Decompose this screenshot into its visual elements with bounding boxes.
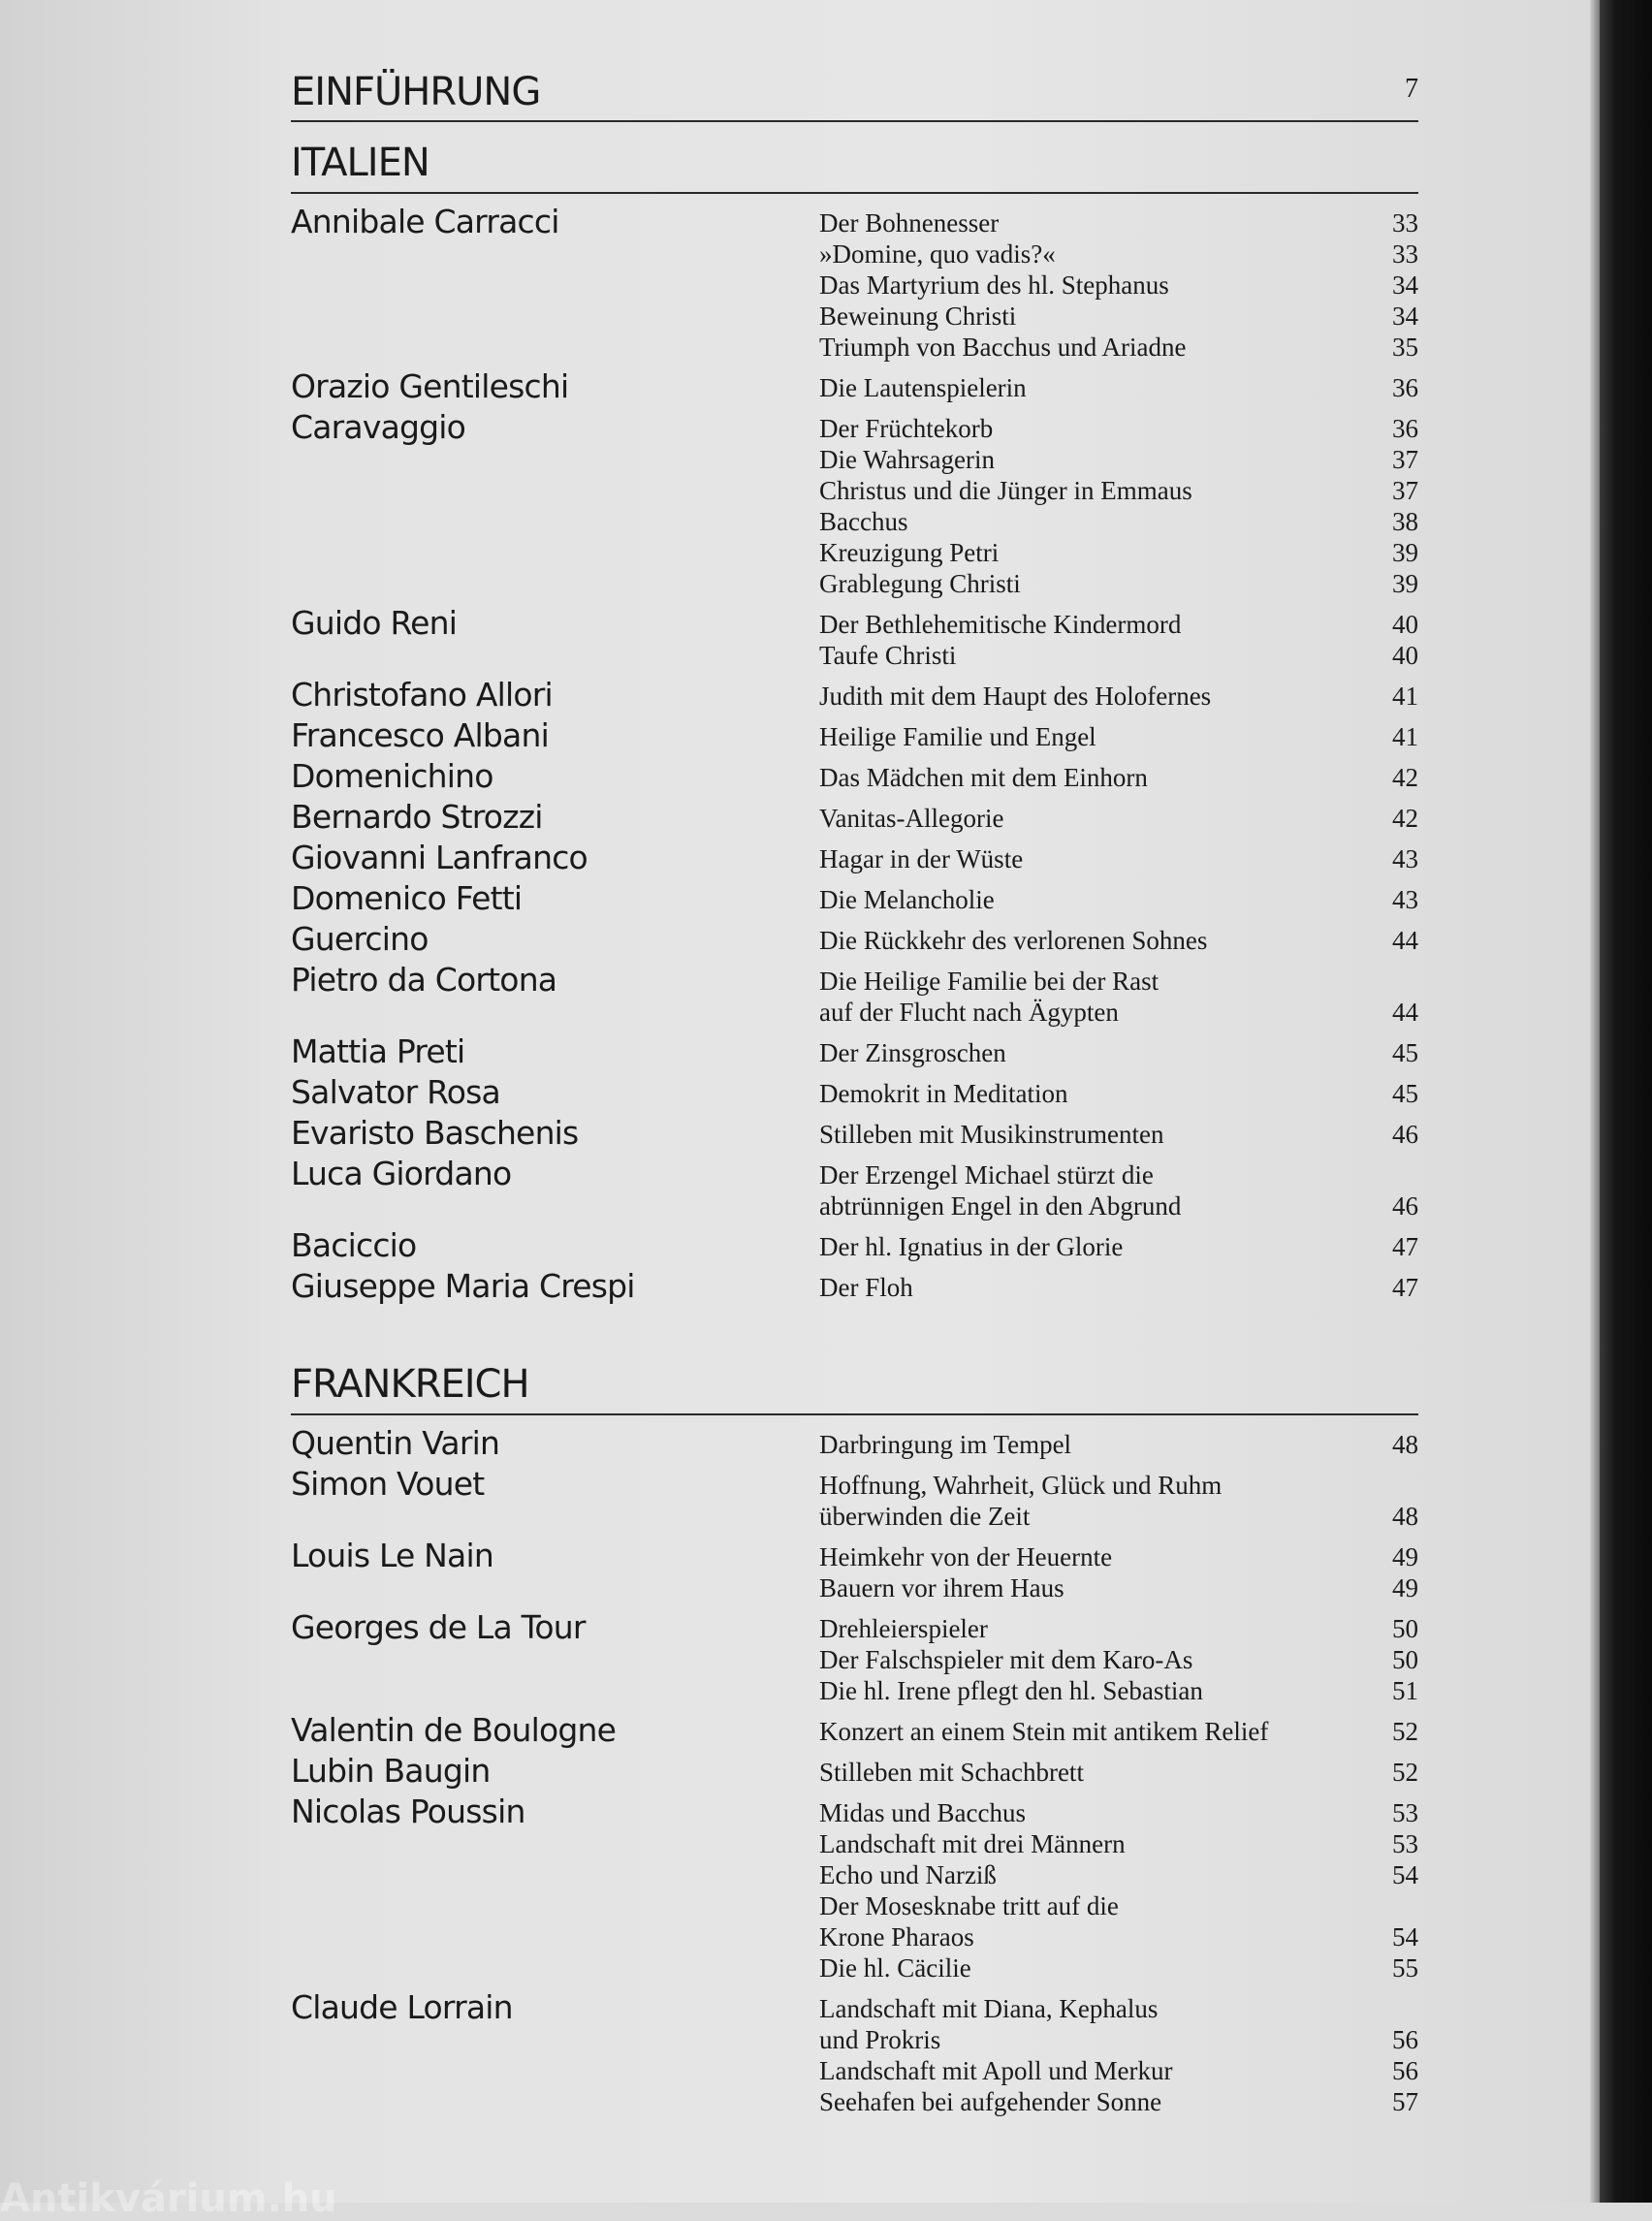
table-of-contents: [291, 60, 1418, 2127]
list-item: [291, 1752, 1418, 1790]
work-title: abtrünnigen Engel in den Abgrund: [819, 1191, 1182, 1221]
work-list: [819, 1429, 1418, 1460]
work-page-number: 48: [1392, 1502, 1418, 1531]
artist-name: Salvator Rosa: [291, 1073, 500, 1111]
work-list: [819, 884, 1418, 915]
work-title: Der hl. Ignatius in der Glorie: [819, 1232, 1124, 1261]
work-title: Christus und die Jünger in Emmaus: [819, 476, 1192, 505]
work-title: Landschaft mit drei Männern: [819, 1829, 1126, 1858]
work-line: [819, 640, 1418, 671]
work-page-number: 54: [1392, 1922, 1418, 1951]
work-line: [819, 762, 1418, 793]
work-page-number: 37: [1392, 476, 1418, 505]
work-page-number: 42: [1392, 804, 1418, 833]
artist-name: Giovanni Lanfranco: [291, 839, 588, 876]
artist-name: Baciccio: [291, 1226, 417, 1264]
list-item: [291, 920, 1418, 958]
work-page-number: 44: [1392, 998, 1418, 1027]
work-page-number: 46: [1392, 1120, 1418, 1149]
section: [291, 1344, 1418, 2117]
work-page-number: 40: [1392, 610, 1418, 639]
work-title: Das Martyrium des hl. Stephanus: [819, 270, 1169, 300]
work-page-number: 45: [1392, 1079, 1418, 1108]
work-line: [819, 270, 1418, 301]
work-list: [819, 207, 1418, 363]
work-page-number: 56: [1392, 2025, 1418, 2054]
list-item: [291, 839, 1418, 876]
work-list: [819, 1159, 1418, 1222]
work-list: [819, 609, 1418, 671]
artist-name: Pietro da Cortona: [291, 961, 557, 999]
page-title: EINFÜHRUNG: [291, 70, 541, 114]
work-line: [819, 1859, 1418, 1890]
section-title: ITALIEN: [291, 141, 429, 185]
work-line: [819, 1675, 1418, 1706]
work-line: [819, 966, 1418, 997]
work-title: Die Lautenspielerin: [819, 373, 1027, 402]
work-list: [819, 762, 1418, 793]
work-page-number: 36: [1392, 373, 1418, 402]
artist-name: Nicolas Poussin: [291, 1793, 525, 1830]
section-title: FRANKREICH: [291, 1362, 529, 1407]
work-line: [819, 301, 1418, 332]
work-title: Der Bethlehemitische Kindermord: [819, 610, 1182, 639]
work-title: Krone Pharaos: [819, 1922, 974, 1951]
artist-name: Simon Vouet: [291, 1465, 485, 1503]
list-item: [291, 1032, 1418, 1070]
work-title: Landschaft mit Diana, Kephalus: [819, 1994, 1159, 2023]
work-page-number: 52: [1392, 1758, 1418, 1787]
list-item: [291, 408, 1418, 599]
list-item: [291, 1424, 1418, 1462]
work-page-number: 56: [1392, 2056, 1418, 2085]
work-page-number: 43: [1392, 844, 1418, 873]
work-list: [819, 966, 1418, 1028]
work-title: Die hl. Cäcilie: [819, 1953, 971, 1983]
work-title: und Prokris: [819, 2025, 941, 2054]
work-title: Judith mit dem Haupt des Holofernes: [819, 682, 1212, 711]
work-page-number: 41: [1392, 722, 1418, 751]
work-page-number: 47: [1392, 1232, 1418, 1261]
work-title: Heimkehr von der Heuernte: [819, 1542, 1113, 1571]
work-title: Grablegung Christi: [819, 569, 1021, 598]
list-item: [291, 1155, 1418, 1222]
work-list: [819, 925, 1418, 956]
work-list: [819, 681, 1418, 712]
work-title: Seehafen bei aufgehender Sonne: [819, 2087, 1162, 2116]
work-page-number: 54: [1392, 1860, 1418, 1889]
work-list: [819, 1119, 1418, 1150]
work-list: [819, 803, 1418, 834]
work-page-number: 49: [1392, 1573, 1418, 1602]
artist-name: Luca Giordano: [291, 1155, 512, 1192]
artist-name: Caravaggio: [291, 408, 466, 446]
work-title: Der Falschspieler mit dem Karo-As: [819, 1645, 1193, 1674]
work-title: Demokrit in Meditation: [819, 1079, 1068, 1108]
artist-name: Orazio Gentileschi: [291, 367, 569, 405]
artist-name: Guido Reni: [291, 604, 458, 642]
work-line: [819, 537, 1418, 568]
work-list: [819, 1037, 1418, 1068]
work-title: Darbringung im Tempel: [819, 1430, 1072, 1459]
work-line: [819, 1541, 1418, 1572]
work-line: [819, 609, 1418, 640]
work-line: [819, 1037, 1418, 1068]
work-list: [819, 1993, 1418, 2117]
list-item: [291, 716, 1418, 754]
work-title: überwinden die Zeit: [819, 1502, 1031, 1531]
work-line: [819, 1921, 1418, 1952]
work-line: [819, 1159, 1418, 1190]
work-line: [819, 568, 1418, 599]
work-page-number: 34: [1392, 301, 1418, 331]
work-page-number: 38: [1392, 507, 1418, 536]
work-line: [819, 681, 1418, 712]
work-page-number: 57: [1392, 2087, 1418, 2116]
list-item: [291, 676, 1418, 714]
work-line: [819, 1429, 1418, 1460]
work-page-number: 39: [1392, 538, 1418, 567]
work-line: [819, 843, 1418, 874]
work-title: Der Erzengel Michael stürzt die: [819, 1160, 1154, 1190]
work-page-number: 55: [1392, 1953, 1418, 1983]
work-line: [819, 1272, 1418, 1303]
work-page-number: 45: [1392, 1038, 1418, 1067]
section: [291, 122, 1418, 1303]
work-list: [819, 1231, 1418, 1262]
work-list: [819, 1541, 1418, 1603]
work-page-number: 43: [1392, 885, 1418, 914]
artist-name: Giuseppe Maria Crespi: [291, 1267, 635, 1305]
artist-name: Annibale Carracci: [291, 203, 559, 240]
work-page-number: 52: [1392, 1717, 1418, 1746]
artist-name: Francesco Albani: [291, 716, 549, 754]
work-title: Der Früchtekorb: [819, 414, 994, 443]
work-list: [819, 1797, 1418, 1983]
work-list: [819, 843, 1418, 874]
list-item: [291, 961, 1418, 1028]
artist-name: Quentin Varin: [291, 1424, 500, 1462]
watermark-logo: Antikvárium.hu: [0, 2176, 337, 2221]
entry-list: [291, 1415, 1418, 2117]
list-item: [291, 203, 1418, 363]
artist-name: Evaristo Baschenis: [291, 1114, 579, 1152]
artist-name: Domenico Fetti: [291, 879, 523, 917]
work-line: [819, 2055, 1418, 2086]
artist-name: Claude Lorrain: [291, 1988, 513, 2026]
book-spine: [1600, 0, 1652, 2203]
page-number: 7: [1405, 74, 1418, 104]
work-list: [819, 413, 1418, 599]
work-page-number: 49: [1392, 1542, 1418, 1571]
work-page-number: 48: [1392, 1430, 1418, 1459]
work-line: [819, 1644, 1418, 1675]
list-item: [291, 1608, 1418, 1706]
artist-name: Domenichino: [291, 757, 493, 795]
list-item: [291, 1793, 1418, 1983]
work-line: [819, 884, 1418, 915]
work-list: [819, 1272, 1418, 1303]
work-title: Triumph von Bacchus und Ariadne: [819, 333, 1187, 362]
work-list: [819, 1613, 1418, 1706]
work-line: [819, 1190, 1418, 1222]
list-item: [291, 1537, 1418, 1603]
work-line: [819, 1716, 1418, 1747]
page-header: [291, 60, 1418, 120]
work-line: [819, 925, 1418, 956]
list-item: [291, 604, 1418, 671]
work-title: Der Floh: [819, 1273, 913, 1302]
list-item: [291, 1226, 1418, 1264]
list-item: [291, 1711, 1418, 1749]
list-item: [291, 1073, 1418, 1111]
work-line: [819, 1828, 1418, 1859]
work-list: [819, 1716, 1418, 1747]
work-title: Drehleierspieler: [819, 1614, 988, 1643]
work-title: Stilleben mit Schachbrett: [819, 1758, 1084, 1787]
work-line: [819, 997, 1418, 1028]
artist-name: Georges de La Tour: [291, 1608, 586, 1646]
work-title: »Domine, quo vadis?«: [819, 239, 1056, 269]
work-page-number: 51: [1392, 1676, 1418, 1705]
work-title: Kreuzigung Petri: [819, 538, 1000, 567]
work-page-number: 35: [1392, 333, 1418, 362]
work-page-number: 41: [1392, 682, 1418, 711]
work-line: [819, 1078, 1418, 1109]
work-title: Die Heilige Familie bei der Rast: [819, 967, 1160, 996]
work-line: [819, 1572, 1418, 1603]
work-title: Die hl. Irene pflegt den hl. Sebastian: [819, 1676, 1203, 1705]
work-line: [819, 1231, 1418, 1262]
work-line: [819, 803, 1418, 834]
work-title: Die Wahrsagerin: [819, 445, 996, 474]
work-page-number: 39: [1392, 569, 1418, 598]
list-item: [291, 367, 1418, 405]
work-page-number: 47: [1392, 1273, 1418, 1302]
work-title: Hagar in der Wüste: [819, 844, 1024, 873]
list-item: [291, 1465, 1418, 1532]
work-line: [819, 332, 1418, 363]
artist-name: Christofano Allori: [291, 676, 553, 714]
work-page-number: 42: [1392, 763, 1418, 792]
work-line: [819, 413, 1418, 444]
work-page-number: 34: [1392, 270, 1418, 300]
artist-name: Bernardo Strozzi: [291, 798, 543, 836]
work-title: Beweinung Christi: [819, 301, 1017, 331]
work-title: Midas und Bacchus: [819, 1798, 1026, 1827]
work-list: [819, 372, 1418, 403]
artist-name: Mattia Preti: [291, 1032, 465, 1070]
work-line: [819, 1952, 1418, 1983]
artist-name: Valentin de Boulogne: [291, 1711, 617, 1749]
work-page-number: 46: [1392, 1191, 1418, 1221]
list-item: [291, 879, 1418, 917]
work-list: [819, 1470, 1418, 1532]
work-line: [819, 444, 1418, 475]
work-title: Das Mädchen mit dem Einhorn: [819, 763, 1148, 792]
work-title: auf der Flucht nach Ägypten: [819, 998, 1119, 1027]
list-item: [291, 1988, 1418, 2117]
work-line: [819, 1993, 1418, 2024]
artist-name: Louis Le Nain: [291, 1537, 493, 1574]
work-page-number: 53: [1392, 1829, 1418, 1858]
work-line: [819, 207, 1418, 238]
work-line: [819, 238, 1418, 270]
work-page-number: 40: [1392, 641, 1418, 670]
page-edge: [1590, 0, 1600, 2203]
work-title: Vanitas-Allegorie: [819, 804, 1004, 833]
work-line: [819, 1890, 1418, 1921]
work-line: [819, 1119, 1418, 1150]
work-line: [819, 1797, 1418, 1828]
work-page-number: 53: [1392, 1798, 1418, 1827]
work-page-number: 44: [1392, 926, 1418, 955]
list-item: [291, 757, 1418, 795]
artist-name: Guercino: [291, 920, 429, 958]
work-line: [819, 2024, 1418, 2055]
work-title: Echo und Narziß: [819, 1860, 997, 1889]
work-title: Hoffnung, Wahrheit, Glück und Ruhm: [819, 1471, 1223, 1500]
list-item: [291, 798, 1418, 836]
work-line: [819, 2086, 1418, 2117]
work-line: [819, 475, 1418, 506]
work-page-number: 36: [1392, 414, 1418, 443]
work-line: [819, 1470, 1418, 1501]
work-list: [819, 721, 1418, 752]
work-title: Landschaft mit Apoll und Merkur: [819, 2056, 1173, 2085]
work-title: Der Zinsgroschen: [819, 1038, 1006, 1067]
work-page-number: 50: [1392, 1614, 1418, 1643]
work-title: Der Bohnenesser: [819, 208, 1000, 238]
work-title: Der Mosesknabe tritt auf die: [819, 1891, 1119, 1920]
work-title: Die Melancholie: [819, 885, 995, 914]
list-item: [291, 1114, 1418, 1152]
work-line: [819, 721, 1418, 752]
work-list: [819, 1078, 1418, 1109]
work-title: Bauern vor ihrem Haus: [819, 1573, 1064, 1602]
work-page-number: 50: [1392, 1645, 1418, 1674]
artist-name: Lubin Baugin: [291, 1752, 491, 1790]
work-page-number: 37: [1392, 445, 1418, 474]
work-line: [819, 1613, 1418, 1644]
work-line: [819, 1501, 1418, 1532]
work-line: [819, 506, 1418, 537]
sections: [291, 122, 1418, 2117]
work-line: [819, 372, 1418, 403]
work-list: [819, 1757, 1418, 1788]
work-line: [819, 1757, 1418, 1788]
list-item: [291, 1267, 1418, 1305]
work-title: Die Rückkehr des verlorenen Sohnes: [819, 926, 1208, 955]
work-title: Stilleben mit Musikinstrumenten: [819, 1120, 1164, 1149]
work-page-number: 33: [1392, 239, 1418, 269]
work-title: Heilige Familie und Engel: [819, 722, 1096, 751]
work-title: Bacchus: [819, 507, 908, 536]
work-title: Konzert an einem Stein mit antikem Relief: [819, 1717, 1269, 1746]
work-title: Taufe Christi: [819, 641, 957, 670]
entry-list: [291, 194, 1418, 1303]
work-page-number: 33: [1392, 208, 1418, 238]
